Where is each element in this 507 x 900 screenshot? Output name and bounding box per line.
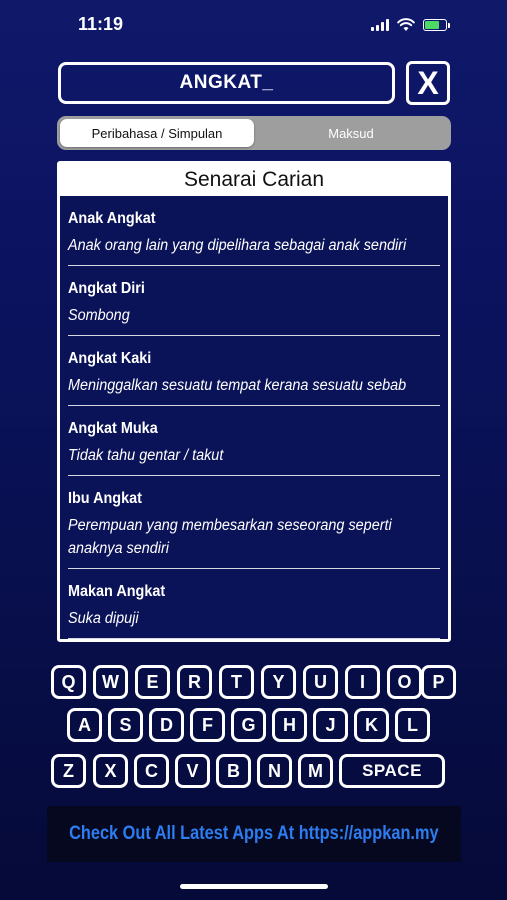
home-indicator[interactable] [180,884,328,889]
key-z[interactable]: Z [51,754,86,788]
key-v[interactable]: V [175,754,210,788]
key-e[interactable]: E [135,665,170,699]
key-c[interactable]: C [134,754,169,788]
key-g[interactable]: G [231,708,266,742]
promo-banner[interactable] [47,806,461,862]
result-meaning: Perempuan yang membesarkan seseorang seperti anaknya sendiri [68,517,392,557]
list-item[interactable] [68,336,440,406]
keyboard-row-2 [0,708,507,742]
results-panel [57,161,451,642]
result-meaning: Meninggalkan sesuatu tempat kerana sesuatu sebab [68,377,407,394]
result-title: Angkat Muka [68,420,158,437]
wifi-icon [397,18,415,32]
key-w[interactable]: W [93,665,128,699]
status-icons [371,18,447,32]
result-meaning: Sombong [68,307,130,324]
result-title: Angkat Diri [68,280,145,297]
result-meaning: Tidak tahu gentar / takut [68,447,224,464]
keyboard-row-3 [0,754,507,788]
list-item[interactable] [68,639,440,642]
result-meaning: Suka dipuji [68,610,139,627]
list-item[interactable] [68,406,440,476]
key-l[interactable]: L [395,708,430,742]
result-title: Angkat Kaki [68,350,152,367]
close-button[interactable] [406,61,450,105]
key-o[interactable]: O [387,665,422,699]
tab-peribahasa-simpulan[interactable]: Peribahasa / Simpulan [60,119,254,147]
key-m[interactable]: M [298,754,333,788]
close-icon: X [417,65,439,101]
space-key[interactable]: SPACE [339,754,445,788]
banner-text: Check Out All Latest Apps At https://appkan.my [69,823,439,844]
status-bar [0,0,507,52]
key-q[interactable]: Q [51,665,86,699]
list-item[interactable] [68,569,440,639]
results-list[interactable] [60,196,448,642]
key-j[interactable]: J [313,708,348,742]
key-a[interactable]: A [67,708,102,742]
key-b[interactable]: B [216,754,251,788]
key-h[interactable]: H [272,708,307,742]
key-r[interactable]: R [177,665,212,699]
result-title: Makan Angkat [68,583,166,600]
key-n[interactable]: N [257,754,292,788]
key-s[interactable]: S [108,708,143,742]
key-t[interactable]: T [219,665,254,699]
search-mode-segmented-control [57,116,451,150]
key-d[interactable]: D [149,708,184,742]
key-x[interactable]: X [93,754,128,788]
key-y[interactable]: Y [261,665,296,699]
key-p[interactable]: P [421,665,456,699]
key-k[interactable]: K [354,708,389,742]
result-meaning: Anak orang lain yang dipelihara sebagai anak sendiri [68,237,407,254]
result-title: Anak Angkat [68,210,156,227]
cellular-signal-icon [371,19,389,31]
result-title: Ibu Angkat [68,490,142,507]
search-input[interactable] [58,62,395,104]
key-i[interactable]: I [345,665,380,699]
key-u[interactable]: U [303,665,338,699]
tab-maksud[interactable]: Maksud [328,125,374,141]
list-item[interactable] [68,266,440,336]
search-input-value: ANGKAT_ [179,72,274,93]
status-time: 11:19 [78,14,124,34]
keyboard-row-1 [0,665,507,699]
key-f[interactable]: F [190,708,225,742]
results-header: Senarai Carian [60,164,448,196]
list-item[interactable] [68,196,440,266]
list-item[interactable] [68,476,440,569]
battery-icon [423,19,447,31]
